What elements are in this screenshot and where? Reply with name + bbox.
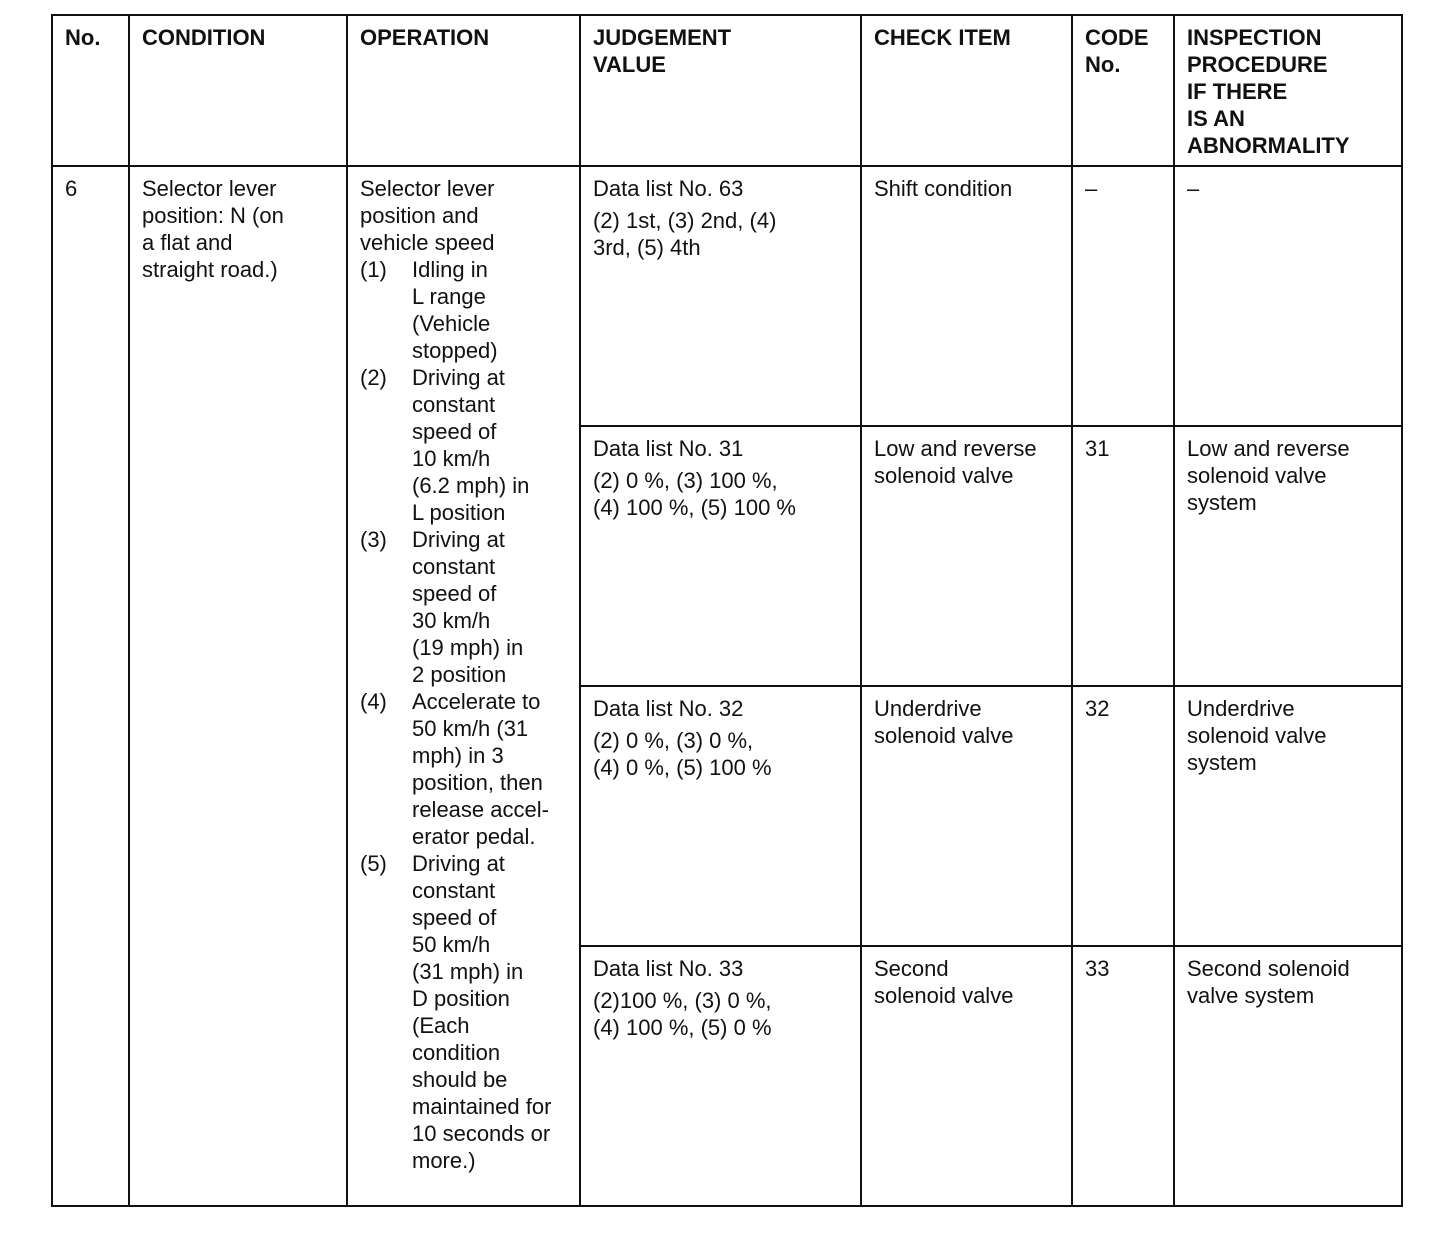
check-item-cell: Shift condition (861, 166, 1072, 426)
code-cell: 32 (1072, 686, 1174, 946)
judgement-value-cell (580, 426, 861, 686)
step-text: Driving at constant speed of 50 km/h (31 mph) in D position (Each condition should be maintained for 10 seconds or more.) (412, 851, 552, 1173)
header-judgement-value: JUDGEMENT VALUE (580, 15, 861, 166)
header-check-item: CHECK ITEM (861, 15, 1072, 166)
judgement-value-cell (580, 686, 861, 946)
judgement-title: Data list No. 33 (593, 956, 744, 981)
check-item-cell: Underdrive solenoid valve (861, 686, 1072, 946)
condition-cell: Selector lever position: N (on a flat and straight road.) (129, 166, 347, 1206)
step-number: (2) (360, 365, 387, 390)
check-item-cell: Low and reverse solenoid valve (861, 426, 1072, 686)
row-number: 6 (52, 166, 129, 1206)
step-number: (4) (360, 689, 387, 714)
operation-cell (347, 166, 580, 1206)
judgement-values: (2) 0 %, (3) 100 %, (4) 100 %, (5) 100 % (593, 468, 796, 520)
judgement-values: (2) 1st, (3) 2nd, (4) 3rd, (5) 4th (593, 208, 777, 260)
judgement-title: Data list No. 31 (593, 436, 744, 461)
code-cell: 33 (1072, 946, 1174, 1206)
check-item-cell: Second solenoid valve (861, 946, 1072, 1206)
header-condition: CONDITION (129, 15, 347, 166)
header-code-no: CODE No. (1072, 15, 1174, 166)
step-text: Driving at constant speed of 10 km/h (6.2 mph) in L position (412, 365, 530, 525)
judgement-title: Data list No. 32 (593, 696, 744, 721)
operation-step (360, 364, 569, 526)
step-text: Accelerate to 50 km/h (31 mph) in 3 position, then release accel- erator pedal. (412, 689, 549, 849)
step-number: (1) (360, 257, 387, 282)
header-row (52, 15, 1402, 166)
judgement-values: (2) 0 %, (3) 0 %, (4) 0 %, (5) 100 % (593, 728, 772, 780)
inspection-table (51, 14, 1403, 1207)
table-row (52, 166, 1402, 426)
header-operation: OPERATION (347, 15, 580, 166)
operation-title: Selector lever position and vehicle speed (360, 176, 495, 255)
code-cell: – (1072, 166, 1174, 426)
procedure-cell: – (1174, 166, 1402, 426)
procedure-cell: Low and reverse solenoid valve system (1174, 426, 1402, 686)
operation-step (360, 526, 569, 688)
header-no: No. (52, 15, 129, 166)
procedure-cell: Underdrive solenoid valve system (1174, 686, 1402, 946)
operation-step (360, 256, 569, 364)
step-text: Driving at constant speed of 30 km/h (19 mph) in 2 position (412, 527, 524, 687)
step-number: (3) (360, 527, 387, 552)
procedure-cell: Second solenoid valve system (1174, 946, 1402, 1206)
judgement-values: (2)100 %, (3) 0 %, (4) 100 %, (5) 0 % (593, 988, 772, 1040)
judgement-value-cell (580, 946, 861, 1206)
operation-step (360, 850, 569, 1174)
judgement-title: Data list No. 63 (593, 176, 744, 201)
step-text: Idling in L range (Vehicle stopped) (412, 257, 498, 363)
judgement-value-cell (580, 166, 861, 426)
header-inspection-procedure: INSPECTION PROCEDURE IF THERE IS AN ABNORMALITY (1174, 15, 1402, 166)
operation-step (360, 688, 569, 850)
code-cell: 31 (1072, 426, 1174, 686)
step-number: (5) (360, 851, 387, 876)
